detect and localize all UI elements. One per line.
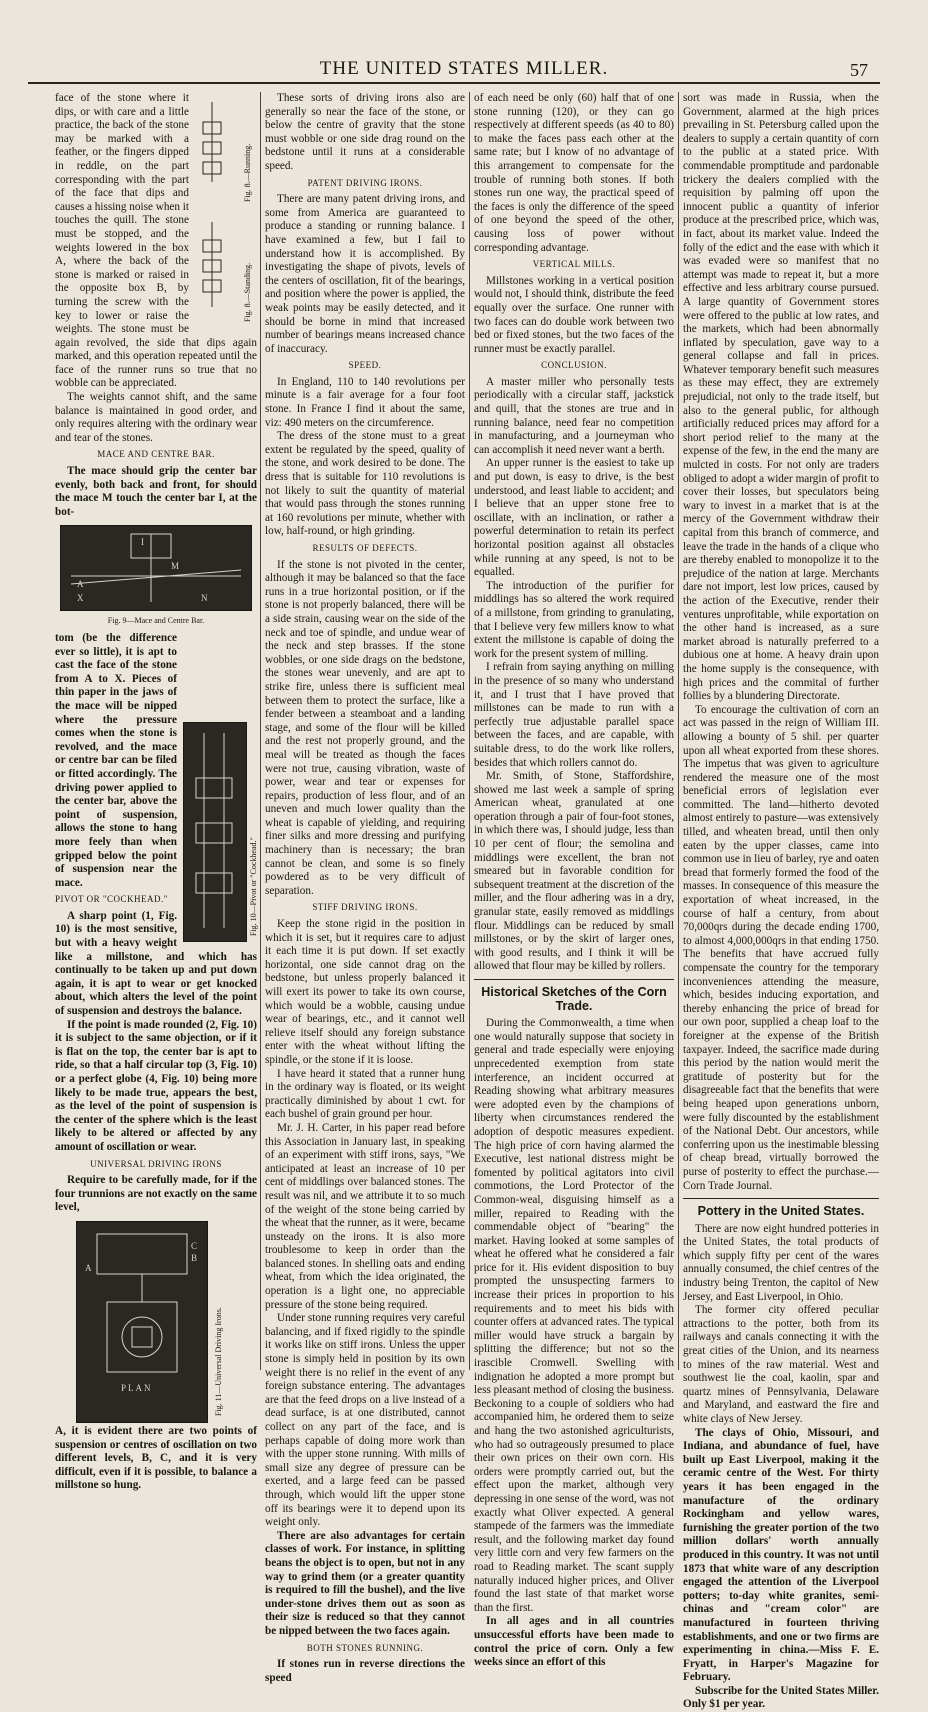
subheading-vertical: VERTICAL MILLS. xyxy=(532,259,616,270)
fig8-standing-caption: Fig. 8.—Standing. xyxy=(243,262,252,322)
fig9-label: X xyxy=(77,593,84,604)
section-divider xyxy=(474,979,674,980)
subheading-both: BOTH STONES RUNNING. xyxy=(306,1642,424,1653)
paragraph: tom (be the difference ever so little), it is apt to cast the face of the stone from A to X. Pieces of thin paper in the jaws of the mace will be nipped where the pressure comes when the stone is revolved, and the mace or centre bar can be filed or fitted accordingly. The driving power applied to the center bar, above the point of suspension, allows the stone to hang more feely than when gripped below the point of suspension near the mace. xyxy=(55,632,177,889)
paragraph: Mr. J. H. Carter, in his paper read before this Association in January last, in speaking of an experiment with stiff irons, says, "We anticipated at least an increase of 10 per cent of middlings over balanced stones. The result was nil, and we attribute it to so much of the weight of the stone being carried by the wheat that the runner, as it were, became unsteady on the irons. It is also more troublesome to keep in order than the balanced stones. In shelling oats and ending wheat, from which the idea originated, the operation is a light one, no appreciable pressure of the stone being required. xyxy=(265,1121,465,1311)
subheading-universal: UNIVERSAL DRIVING IRONS xyxy=(90,1158,222,1169)
fig11-label: B xyxy=(191,1252,198,1263)
paragraph: I have heard it stated that a runner hung in the ordinary way is floated, or its weight practically diminished by about 1 cwt. for each bushel of grain ground per hour. xyxy=(265,1067,465,1121)
paragraph: Millstones working in a vertical position would not, I should think, distribute the feed equally over the surface. One runner with two faces can do double work between two bed or fixed stones, but the two faces of the runner must be exactly parallel. xyxy=(474,274,674,355)
paragraph: A, it is evident there are two points of suspension or centres of oscillation on two different levels, B, C, and it is very difficult, even if it is possible, to balance a millstone so hung. xyxy=(55,1424,257,1492)
paragraph: The former city offered peculiar attractions to the potter, both from its railways and canals connecting it with the great cities of the Union, and its nearness to mines of the raw material. West and southwest lie the coal, kaolin, spar and quartz mines of Pennsylvania, Delaware and Maryland, and eastward the fire and white clays of New Jersey. xyxy=(683,1304,879,1425)
paragraph: of each need be only (60) half that of one stone running (120), or they can go respectively at different speeds (as 40 to 80) to make the faces pass each other at the same rate; but I know of no advantage of this arrangement to compensate for the trouble of running both stones. If both stones run one way, the practical speed of the faces is only the difference of the speed of one beyond the speed of the other, causing loss of power without corresponding advantage. xyxy=(474,92,674,254)
paragraph: Keep the stone rigid in the position in which it is set, but it requires care to adjust it each time it is put down. If set exactly horizontal, one side cannot drag on the bedstone, but unless properly balanced it will exert its power to take its own course, which would be a wobble, causing undue wear of bearings, etc., and it cannot well relieve itself should any foreign substance enter with the wheat without lifting the spindle, or the stone if it is loose. xyxy=(265,918,465,1066)
heading-pottery: Pottery in the United States. xyxy=(697,1204,865,1219)
paragraph: If stones run in reverse directions the speed xyxy=(265,1658,465,1684)
paragraph: An upper runner is the easiest to take up and put down, is easy to drive, is the best understood, and least liable to accident; and I believe that an upper stone free to oscillate, with an inclination, or rather a powerful determination to retain its perfect horizontal position against all obstacles while running at any speed, is not to be equalled. xyxy=(474,457,674,579)
paragraph: Mr. Smith, of Stone, Staffordshire, showed me last week a sample of spring American wheat, granulated at one operation through a pair of four-foot stones, in which there was, I should judge, less than 10 per cent of flour; the semolina and middlings were excellent, the bran not smeared but in favorable condition for subsequent treatment at the discretion of the miller, and the flour adhering was in a dry, granular state, easily removed as middlings flour. Middlings can be reduced by small millstones, or by the skirt of larger ones, with good results, and I think it will be allowed that flour may be killed by rollers. xyxy=(474,770,674,973)
fig11-label: PLAN xyxy=(121,1382,153,1393)
header-rule xyxy=(28,82,880,84)
paragraph: There are many patent driving irons, and some from America are guaranteed to produce a standing or running balance. I have examined a few, but I fail to understand how it is accomplished. By investigating the shape of pivots, levels of the centers of oscillation, fit of the bearings, and position where the power is applied, the weak points may be easily detected, and it should be borne in mind that increased number of bearings means increased chance of inaccuracy. xyxy=(265,193,465,355)
paragraph: I refrain from saying anything on milling in the presence of so many who understand it, and I trust that I have proved that millstones can be made to run with a perfectly true adjustable parallel space between the faces, and are capable, with suitable dress, to do the work like rollers, besides that which rollers cannot do. xyxy=(474,661,674,769)
paragraph: The introduction of the purifier for middlings has so altered the work required of a millstone, from grinding to granulating, that I believe very few millers know to what extent the millstone is capable of doing the work for the present system of milling. xyxy=(474,579,674,660)
paragraph: In all ages and in all countries unsuccessful efforts have been made to control the price of corn. Only a few weeks since an effort of this xyxy=(474,1615,674,1669)
subheading-conclusion: CONCLUSION. xyxy=(541,360,607,371)
subheading-defects: RESULTS OF DEFECTS. xyxy=(312,543,418,553)
subscription-notice: Subscribe for the United States Miller. Only $1 per year. xyxy=(683,1684,879,1711)
subheading-patent: PATENT DRIVING IRONS. xyxy=(307,177,423,188)
column-divider xyxy=(678,92,679,1370)
paragraph: Require to be carefully made, for if the four trunnions are not exactly on the same level, xyxy=(55,1174,257,1214)
paragraph: There are also advantages for certain classes of work. For instance, in splitting beans the object is to open, but not in any way to grind them (or a greater quantity is required to fill the bushel), and the live under-stone drives them out as soon as their size is reduced so that they cannot be nipped between the two faces again. xyxy=(265,1529,465,1637)
paragraph: Under stone running requires very careful balancing, and if fixed rigidly to the spindle it works like on stiff irons. Unless the upper stone is simply held in position by its own weight there is no relief in the event of any foreign substance entering. The advantages are that the feed drops on a live instead of a dead surface, is at one distributed, cannot collect on any part of the face, and is perhaps capable of doing more work than with the upper stone running. With mills of small size any degree of pressure can be exerted, and a large feed can be passed through, which would lift the upper stone off its bearings were it to depend upon its weight only. xyxy=(265,1312,465,1529)
paragraph: sort was made in Russia, when the Government, alarmed at the high prices prevailing in St. Petersburg called upon the dealers to supply a certain quantity of corn to the public at a stated price. With commendable promptitude and pardonable trickery the dealers complied with the requisition by palming off upon the innocent public a quantity of inferior produce at the prescribed price, which was, in fact, about its market value. Indeed the folly of the edict and the ease with which it was evaded were so manifest that no attempt was made to repeat it, but a more effective and less arbitrary course pursued. A large quantity of Government stores were offered to the public at low rates, and the markets, which had been abnormally inflated by speculation, gave way to a general collapse and fall in prices. Whatever temporary benefit such measures as these may effect, they are extremely prejudicial, not only to the trade itself, but also to the general public, for although artificially reduced prices may afford for a short period relief to the many at the expense of the few, in the end the many are mulcted in costs. For not only are traders obliged to adopt a wider margin of profit to cover their losses, but speculators being wary to invest in a market that is at the mercy of the Government withdraw their capital from this branch of commerce, and leave the trade in the hands of a clique who are thereby enabled to monopolize it to the prejudice of the nation at large. Merchants dare not import, lest low prices, caused by the action of the Executive, render their ventures unprofitable, while exportation on the other hand is increased, as a sure market abroad is naturally preferred to a dubious one at home. A heavy drain upon the home supply is the consequence, with high prices and the commital of further follies by a blundering Directorate. xyxy=(683,92,879,703)
fig11-label: A xyxy=(85,1262,92,1273)
column-divider xyxy=(260,92,261,1370)
paragraph: face of the stone where it dips, or with care and a little practice, the back of the stone may be marked with a feather, or the fingers dipped in reddle, on the part corresponding with the part of the face that dips and causes a hissing noise when it touches the quill. The stone must be stopped, and the weights lowered in the box A, where the back of the stone is marked or raised in the opposite box B, by turning the screw with the key to lower or raise the weights. The stone must be again revolved, the side that dips again marked, and this operation repeated until the face of the runner runs so true that no wobble can be appreciated. xyxy=(55,92,257,390)
column-4 xyxy=(683,92,879,1711)
fig11-label: C xyxy=(191,1240,198,1251)
fig10-caption: Fig. 10—Pivot or "Cockhead." xyxy=(249,837,258,936)
fig8-running-caption: Fig. 8.—Running. xyxy=(243,143,252,202)
subheading-stiff: STIFF DRIVING IRONS. xyxy=(312,902,418,913)
fig10-image xyxy=(183,722,247,942)
fig10-illustration xyxy=(183,722,257,940)
paragraph: If the point is made rounded (2, Fig. 10) it is subject to the same objection, or if it is flat on the top, the center bar is apt to ride, so that a half circular top (3, Fig. 10) or a perfect globe (4, Fig. 10) being more likely to be made true, appears the best, as the level of the point of suspension is the center of the sphere which is the least likely to be altered or affected by any amount of oscillation or wear. xyxy=(55,1018,257,1153)
paragraph: To encourage the cultivation of corn an act was passed in the reign of William III. allowing a bounty of 5 shil. per quarter upon all wheat exported from these shores. The impetus that was given to agriculture rendered the measure one of the most beneficial errors of legislation ever committed. The land—hitherto devoted almost entirely to pasture—was extensively tilled, and wheaten bread, until then only eaten by the upper classes, came into common use in lieu of barley, rye and oaten bread that formerly formed the food of the masses. In consequence of this measure the exportation of wheat increased, in the course of half a century, from about 70,000qrs during the decade ending 1700, to almost 4,000,000qrs in that ending 1750. The benefits that have accrued fully compensate the country for the temporary inconveniences attending the measure, which, besides inducing exportation, and thereby enhancing the price of bread for our own poor, supplied a cheap loaf to the foreigner at the expense of the British taxpayer. Indeed, the sacrifice made during this period by the nation would merit the gratitude of posterity but for the disagreeable fact that the benefits that were being heaped upon generations unborn, were fully discounted by the establishment of the National Debt. Our ancestors, while conferring upon us the inestimable blessing of cheap bread, virtually borrowed the purse of posterity to effect the purchase.—Corn Trade Journal. xyxy=(683,703,879,1192)
fig11-image xyxy=(76,1221,208,1423)
page-number: 57 xyxy=(850,60,868,80)
paragraph: During the Commonwealth, a time when one would naturally suppose that society in general and trade especially were enjoying unprecedented exemption from state interference, an incident occurred at Reading showing what arbitrary measures were adopted even by the champions of liberty when circumstances rendered the adoption of despotic measures expedient. The high price of corn having alarmed the Executive, lest national distress might be fomented by political agitators into civil commotions, the Lord Protector of the Common-weal, disguising himself as a miller, repaired to Reading with the commendable object of "bearing" the market. Having looked at some samples of wheat he offered what he considered a fair price for it. His evident disposition to buy prompted the unsuspecting farmers to increase their prices in proportion to his requirements and to meet his bids with counter offers at advanced rates. The typical miller would have struck a bargain by splitting the difference; but not so the irascible Cromwell. Swelling with indignation he adopted a more prompt but less pleasant method of closing the business. Beckoning to a couple of soldiers who had accompanied him, he ordered them to seize and hang the two astonished agriculturists, who had so outrageously presumed to place their own prices on their own corn. His orders were promptly carried out, but the effect upon the market, although very depressing in one sense of the word, was not exactly what Oliver expected. A general stampede of the farmers was the immediate result, and the following market day found very little corn and very few farmers on the road to Reading market. The scant supply naturally induced higher prices, and Oliver found the last state of that market worse than the first. xyxy=(474,1017,674,1614)
paragraph: A sharp point (1, Fig. 10) is the most sensitive, but with a heavy weight like a millstone, and which has continually to be taken up and put down again, it is apt to wear or get knocked about, which alters the level of the point of suspension and destroys the balance. xyxy=(55,909,257,1018)
subheading-mace: MACE AND CENTRE BAR. xyxy=(97,449,215,460)
paragraph: These sorts of driving irons also are generally so near the face of the stone, or below the centre of gravity that the stone must wobble or one side drag round on the bedstone until it runs at a considerable speed. xyxy=(265,92,465,172)
paragraph: The weights cannot shift, and the same balance is maintained in good order, and only requires altering with the ordinary wear and tear of the stones. xyxy=(55,391,257,444)
paragraph: There are now eight hundred potteries in the United States, the total products of which supply fifty per cent of the wares annually consumed, the chief centres of the industry being Trenton, the capitol of New Jersey, and East Liverpool, in Ohio. xyxy=(683,1222,879,1303)
fig11-caption: Fig. 11—Universal Driving Irons. xyxy=(214,1307,223,1416)
fig9-label: N xyxy=(201,593,208,604)
section-divider xyxy=(683,1198,879,1199)
newspaper-title: THE UNITED STATES MILLER. xyxy=(319,58,609,79)
column-3 xyxy=(474,92,674,1669)
paragraph: In England, 110 to 140 revolutions per minute is a fair average for a four foot stone. In France I find it about the same, viz: 490 meters on the circumference. xyxy=(265,375,465,429)
column-2 xyxy=(265,92,465,1684)
paragraph: A master miller who personally tests periodically with a circular staff, jackstick and quill, that the stones are true and in running balance, need fear no competition in manufacturing, and a journeyman who can accomplish it need never want a berth. xyxy=(474,375,674,456)
fig9-label: I xyxy=(141,537,144,548)
paragraph: If the stone is not pivoted in the center, although it may be balanced so that the face runs in a true horizontal position, or if the stone is not properly balanced, there will be a side strain, causing wear on the side of the neck and toe of spindle, and undue wear of the neck and step brasses. If the stone wobbles, or one side drags on the bedstone, the stones wear unevenly, and are apt to strike fire, unless there is sufficient meal between them to protect the surface, like a fender between a steamboat and a landing stage, and some of the flour will be killed and the rest not properly ground, and the meal will be treated as though the faces were not true, causing vibration, waste of power, wear and tear or expenses for repairs, production of less flour, and of an uneven and much lower quality than the wheat is capable of yielding, and requiring finer silks and more dressing and purifying machinery than is necessary; the bran cannot be clean, and some is so finely powdered as to be very difficult of separation. xyxy=(265,558,465,897)
paragraph: The clays of Ohio, Missouri, and Indiana, and abundance of fuel, have built up East Liverpool, making it the ceramic centre of the West. For thirty years it has been engaged in the manufacture of the ordinary Rockingham and yellow wares, furnishing the greater portion of the two million dollars' worth annually produced in this country. It was not until 1873 that white ware of any description engaged the attention of the Liverpool potters; to-day white granites, semi-chinas and "cream color" are manufactured in fourteen thriving establishments, and one or two firms are experimenting in china.—Miss F. E. Fryatt, in Harper's Magazine for February. xyxy=(683,1426,879,1684)
paragraph: The dress of the stone must to a great extent be regulated by the speed, quality of the stone, and work desired to be done. The dress that is suitable for 110 revolutions is not likely to suit the quantity of material that would pass through the stones running at 160 revolutions per minute, whether with low, half-round, or high grinding. xyxy=(265,430,465,538)
fig9-label: A xyxy=(77,579,84,590)
fig9-label: M xyxy=(171,561,180,572)
subheading-speed: SPEED. xyxy=(348,360,382,371)
heading-corn-trade: Historical Sketches of the Corn Trade. xyxy=(481,985,667,1013)
fig9-image xyxy=(60,525,252,611)
fig9-caption: Fig. 9—Mace and Centre Bar. xyxy=(107,616,205,626)
column-divider xyxy=(469,92,470,1370)
fig11-illustration xyxy=(76,1221,236,1421)
fig9-drawing xyxy=(61,526,251,610)
paragraph: The mace should grip the center bar evenly, both back and front, for should the mace M touch the center bar I, at the bot- xyxy=(55,465,257,518)
subheading-pivot: PIVOT OR "COCKHEAD." xyxy=(55,894,168,905)
column-1 xyxy=(55,92,258,1492)
fig10-drawing xyxy=(184,723,246,941)
fig8-illustration xyxy=(195,92,257,330)
